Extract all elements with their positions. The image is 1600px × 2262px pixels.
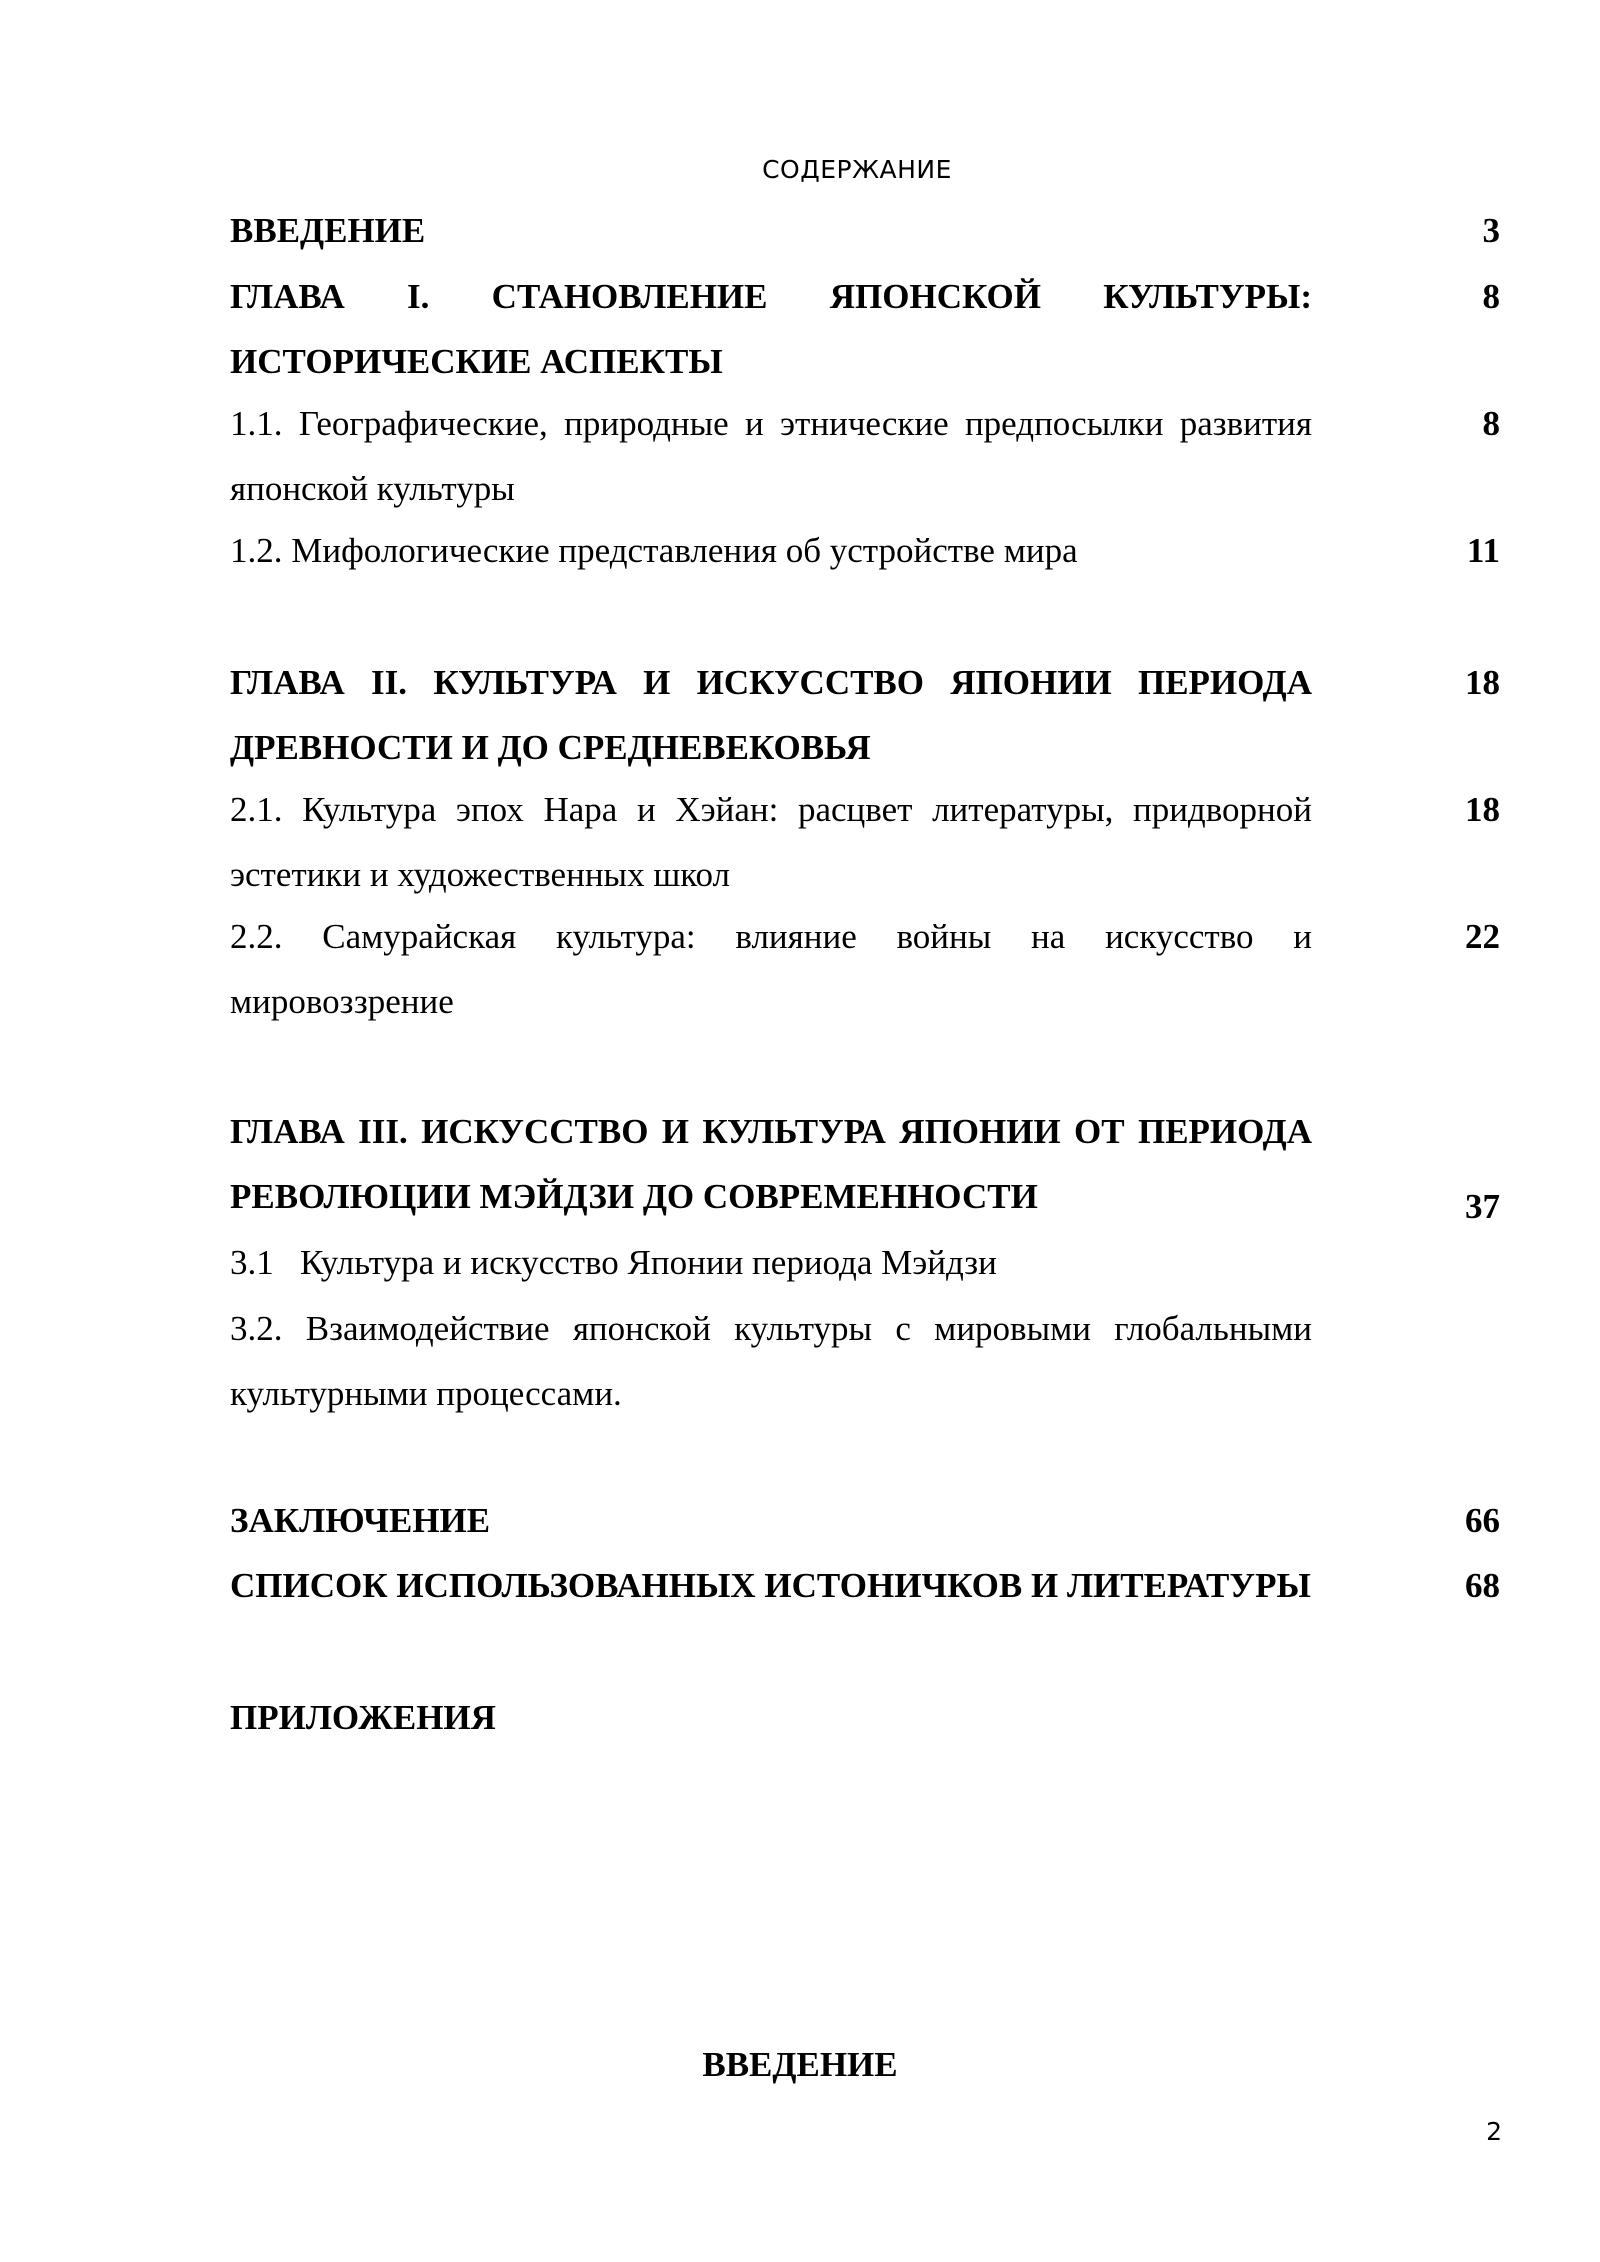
- toc-entry-page: 68: [1465, 1566, 1500, 1605]
- toc-entry-text: ВВЕДЕНИЕ: [230, 211, 426, 250]
- contents-heading: СОДЕРЖАНИЕ: [762, 155, 952, 184]
- toc-entry-text: 3.1 Культура и искусство Японии периода Мэйдзи: [230, 1243, 997, 1282]
- toc-entry-text: ЗАКЛЮЧЕНИЕ: [230, 1501, 491, 1540]
- toc-entry-text: 2.2. Самурайская культура: влияние войны на искусство и мировоззрение: [230, 917, 1312, 1021]
- toc-entry-page: 11: [1466, 531, 1500, 570]
- toc-entry-page: 18: [1465, 790, 1500, 829]
- toc-entry-text: 2.1. Культура эпох Нара и Хэйан: расцвет литературы, придворной эстетики и художественных школ: [230, 790, 1312, 894]
- toc-entry-page: 3: [1482, 211, 1500, 250]
- toc-entry-text: ПРИЛОЖЕНИЯ: [230, 1698, 496, 1737]
- toc-entry-page: 18: [1465, 663, 1500, 702]
- toc-entry-text: 1.2. Мифологические представления об устройстве мира: [230, 531, 1078, 570]
- toc-entry-text: 1.1. Географические, природные и этнические предпосылки развития японской культуры: [230, 404, 1312, 508]
- toc-entry-page: 8: [1482, 277, 1500, 316]
- toc-entry-text: ГЛАВА II. КУЛЬТУРА И ИСКУССТВО ЯПОНИИ ПЕРИОДА ДРЕВНОСТИ И ДО СРЕДНЕВЕКОВЬЯ: [230, 663, 1312, 767]
- toc-entry-page: 66: [1465, 1501, 1500, 1540]
- toc-entry-page: 8: [1482, 404, 1500, 443]
- toc-entry-page: 37: [1465, 1187, 1500, 1226]
- toc-entry-text: ГЛАВА I. СТАНОВЛЕНИЕ ЯПОНСКОЙ КУЛЬТУРЫ: ИСТОРИЧЕСКИЕ АСПЕКТЫ: [230, 277, 1312, 381]
- toc-entry-text: СПИСОК ИСПОЛЬЗОВАННЫХ ИСТОНИЧКОВ И ЛИТЕРАТУРЫ: [230, 1566, 1311, 1605]
- toc-entry-page: 22: [1465, 917, 1500, 956]
- next-section-title: ВВЕДЕНИЕ: [702, 2045, 898, 2084]
- toc-entry-text: 3.2. Взаимодействие японской культуры с мировыми глобальными культурными процессами.: [230, 1309, 1312, 1413]
- page-number: 2: [1486, 2117, 1502, 2146]
- toc-entry-text: ГЛАВА III. ИСКУССТВО И КУЛЬТУРА ЯПОНИИ ОТ ПЕРИОДА РЕВОЛЮЦИИ МЭЙДЗИ ДО СОВРЕМЕННОСТИ: [230, 1112, 1312, 1216]
